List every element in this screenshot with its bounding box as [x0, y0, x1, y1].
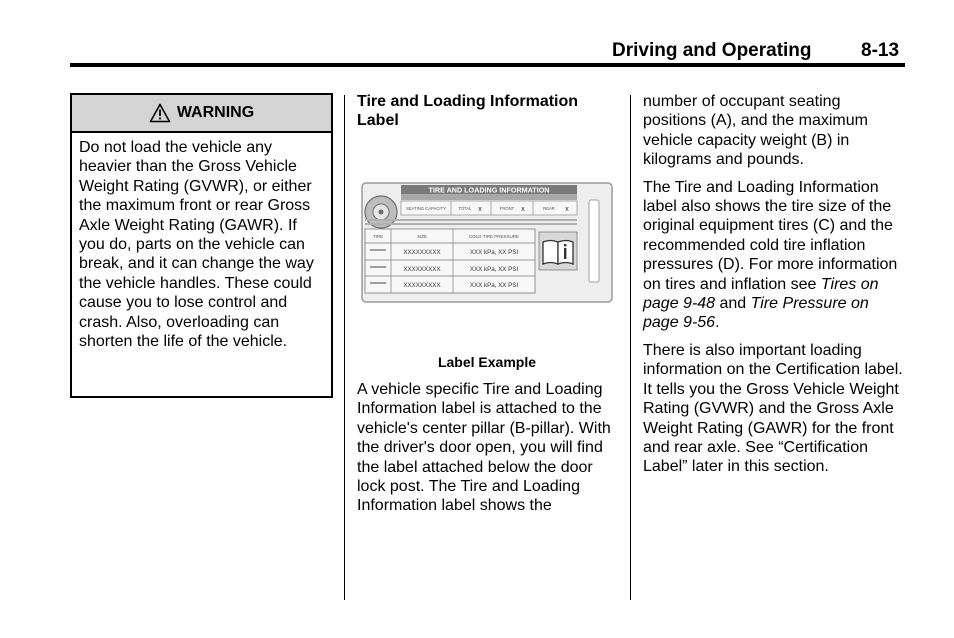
tire-pressure-table [365, 229, 535, 293]
svg-text:x: x [565, 206, 569, 213]
front-cell: FRONT [499, 206, 515, 211]
section-title: Driving and Operating [612, 40, 812, 61]
column-2 [357, 92, 619, 130]
tire-label-figure [361, 182, 613, 303]
warning-triangle-icon [149, 103, 171, 123]
column-divider [630, 95, 631, 600]
column-divider [344, 95, 345, 600]
page-number: 8-13 [861, 40, 900, 61]
owner-manual-book-icon [539, 232, 577, 270]
table-row-pressure: XXX kPa, XX PSI [469, 282, 519, 289]
column-2-paragraph: A vehicle specific Tire and Loading Information label is attached to the vehicle's center pillar (B-pillar). With the driver's door open, you will find the label attached below the door lock post. The Tire and Loading Information label shows the [357, 381, 611, 515]
svg-text:x: x [521, 206, 525, 213]
rear-cell: REAR [543, 206, 555, 211]
table-header-pressure: COLD TIRE PRESSURE [469, 234, 519, 239]
seating-capacity-cell: SEATING CAPACITY [406, 206, 446, 211]
cross-reference-link[interactable]: Tires on page 9-48 [643, 275, 879, 313]
cross-reference-link[interactable]: Tire Pressure on page 9-56 [643, 295, 869, 332]
table-row-size: XXXXXXXXX [403, 249, 441, 256]
table-row-pressure: XXX kPa, XX PSI [469, 249, 519, 256]
column-3-paragraph-2 [643, 178, 905, 333]
warning-header [72, 95, 331, 133]
label-title: TIRE AND LOADING INFORMATION [428, 185, 550, 195]
header-rule [70, 63, 905, 67]
column-3 [643, 92, 905, 477]
tire-label-illustration [361, 182, 613, 303]
figure-caption: Label Example [437, 354, 537, 370]
table-row-size: XXXXXXXXX [403, 282, 441, 289]
warning-box [70, 93, 333, 398]
subsection-heading: Tire and Loading Information Label [357, 93, 579, 129]
column-3-paragraph-3: There is also important loading information on the Certification label. It tells you the Gross Vehicle Weight Rating (GVWR) and the Gross Axle Weight Rating (GAWR) for the front and rear axle. See “Certification Label” later in this section. [643, 341, 903, 476]
table-row-pressure: XXX kPa, XX PSI [469, 266, 519, 273]
table-row-size: XXXXXXXXX [403, 266, 441, 273]
table-header-size: SIZE [416, 234, 428, 239]
column-3-paragraph-1: number of occupant seating positions (A), and the maximum vehicle capacity weight (B) in kilograms and pounds. [643, 93, 868, 169]
warning-text: Do not load the vehicle any heavier than the Gross Vehicle Weight Rating (GVWR), or either the maximum front or rear Gross Axle Weight Rating (GAWR). If you do, parts on the vehicle can break, and it can change the way the vehicle handles. These could cause you to lose control and crash. Also, overloading can shorten the life of the vehicle. [79, 139, 314, 351]
paragraph-text: The Tire and Loading Information label also shows the tire size of the original equipment tires (C) and the recommended cold tire inflation pressures (D). For more information on tires and inflation see [643, 178, 898, 293]
warning-title: WARNING [176, 104, 255, 121]
table-header-tire: TIRE [372, 234, 384, 239]
total-cell: TOTAL [458, 206, 472, 211]
paragraph-text: . [715, 314, 720, 332]
paragraph-text: and [715, 295, 751, 313]
svg-text:x: x [478, 206, 482, 213]
